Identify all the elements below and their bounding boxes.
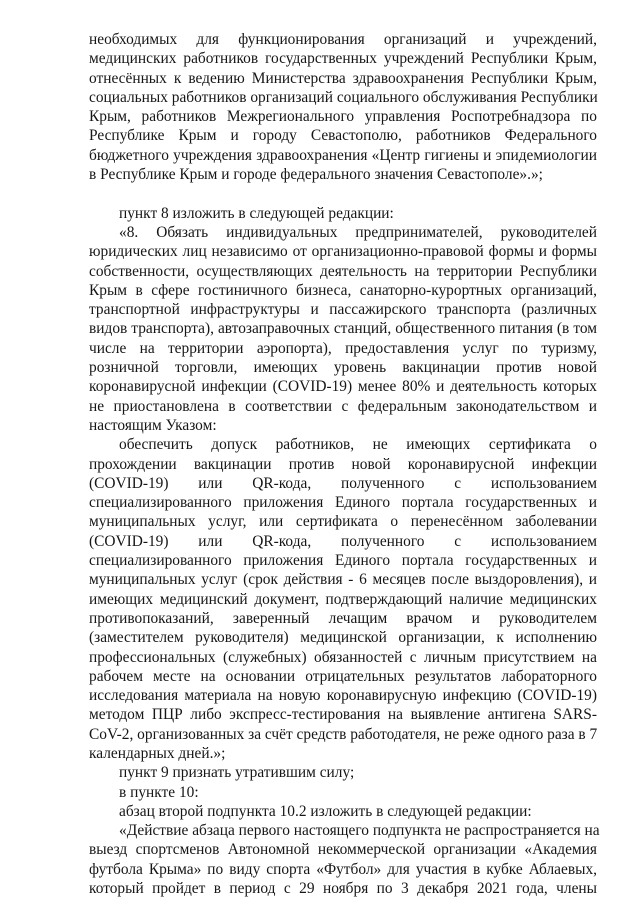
text-line: розничной торговли, имеющих уровень вакцинации против новой <box>89 359 597 377</box>
text-line: выезд спортсменов Автономной некоммерческой организации «Академия <box>89 841 597 859</box>
text-line: отнесённых к ведению Министерства здравоохранения Республики Крым, <box>89 69 597 87</box>
text-line: числе на территории аэропорта), предоставления услуг по туризму, <box>89 339 597 357</box>
text-line: Крым, работников Межрегионального управления Роспотребнадзора по <box>89 108 597 126</box>
text-line: специализированного приложения Единого портала государственных и <box>89 494 597 512</box>
text-line: социальных работников организаций социального обслуживания Республики <box>89 88 598 106</box>
text-line: пункт 8 изложить в следующей редакции: <box>119 204 394 222</box>
text-line: имеющих медицинский документ, подтверждающий наличие медицинских <box>89 590 597 608</box>
text-line: обеспечить допуск работников, не имеющих сертификата о <box>119 436 597 454</box>
text-line: юридических лиц независимо от организационно-правовой формы и формы <box>89 243 597 261</box>
paragraph-gap <box>89 184 597 203</box>
text-line: специализированного приложения Единого портала государственных и <box>89 552 597 570</box>
document-body <box>89 30 600 898</box>
text-line: необходимых для функционирования организаций и учреждений, <box>89 31 597 48</box>
text-line: муниципальных услуг, или сертификата о перенесённом заболевании <box>89 513 597 531</box>
text-line: медицинских работников государственных учреждений Республики Крым, <box>89 50 597 68</box>
text-line: «8. Обязать индивидуальных предпринимателей, руководителей <box>119 223 597 241</box>
text-line: футбола Крыма» по виду спорта «Футбол» для участия в кубке Аблаевых, <box>89 860 597 878</box>
text-line: профессиональных (служебных) обязанностей с личным присутствием на <box>89 648 597 666</box>
text-line: методом ПЦР либо экспресс-тестирования на выявление антигена SARS- <box>89 706 597 724</box>
text-line: календарных дней.»; <box>89 744 226 762</box>
text-line: «Действие абзаца первого настоящего подпункта не распространяется на <box>119 822 600 840</box>
text-line: (COVID-19) или QR-кода, полученного с использованием <box>89 474 597 492</box>
text-line: настоящим Указом: <box>89 416 217 434</box>
text-line: не приостановлена в соответствии с федеральным законодательством и <box>89 397 597 415</box>
text-line: пункт 9 признать утратившим силу; <box>119 764 355 782</box>
text-line: Республике Крым и городу Севастополю, работников Федерального <box>89 127 597 145</box>
text-line: исследования материала на новую коронавирусную инфекцию (COVID-19) <box>89 687 597 705</box>
text-line: который пройдет в период с 29 ноября по 3 декабря 2021 года, члены <box>89 880 597 898</box>
text-line: в пункте 10: <box>119 783 199 801</box>
text-line: собственности, осуществляющих деятельность на территории Республики <box>89 262 597 280</box>
text-line: транспортной инфраструктуры и пассажирского транспорта (различных <box>89 301 597 319</box>
text-line: противопоказаний, заверенный лечащим врачом и руководителем <box>89 609 597 627</box>
text-line: бюджетного учреждения здравоохранения «Центр гигиены и эпидемиологии <box>89 146 597 164</box>
text-line: абзац второй подпункта 10.2 изложить в следующей редакции: <box>119 802 532 820</box>
text-line: рабочем месте на основании отрицательных результатов лабораторного <box>89 667 597 685</box>
text-line: CoV-2, организованных за счёт средств работодателя, не реже одного раза в 7 <box>89 725 598 743</box>
text-line: муниципальных услуг (срок действия - 6 месяцев после выздоровления), и <box>89 571 597 589</box>
text-line: прохождении вакцинации против новой коронавирусной инфекции <box>89 455 597 473</box>
text-line: Крым в сфере гостиничного бизнеса, санаторно-курортных организаций, <box>89 281 597 299</box>
text-line: в Республике Крым и городе федерального значения Севастополе».»; <box>89 166 543 184</box>
text-line: видов транспорта), автозаправочных станций, общественного питания (в том <box>89 320 597 338</box>
text-line: (COVID-19) или QR-кода, полученного с использованием <box>89 532 597 550</box>
text-line: (заместителем руководителя) медицинской организации, к исполнению <box>89 629 597 647</box>
text-line: коронавирусной инфекции (COVID-19) менее 80% и деятельность которых <box>89 378 597 396</box>
